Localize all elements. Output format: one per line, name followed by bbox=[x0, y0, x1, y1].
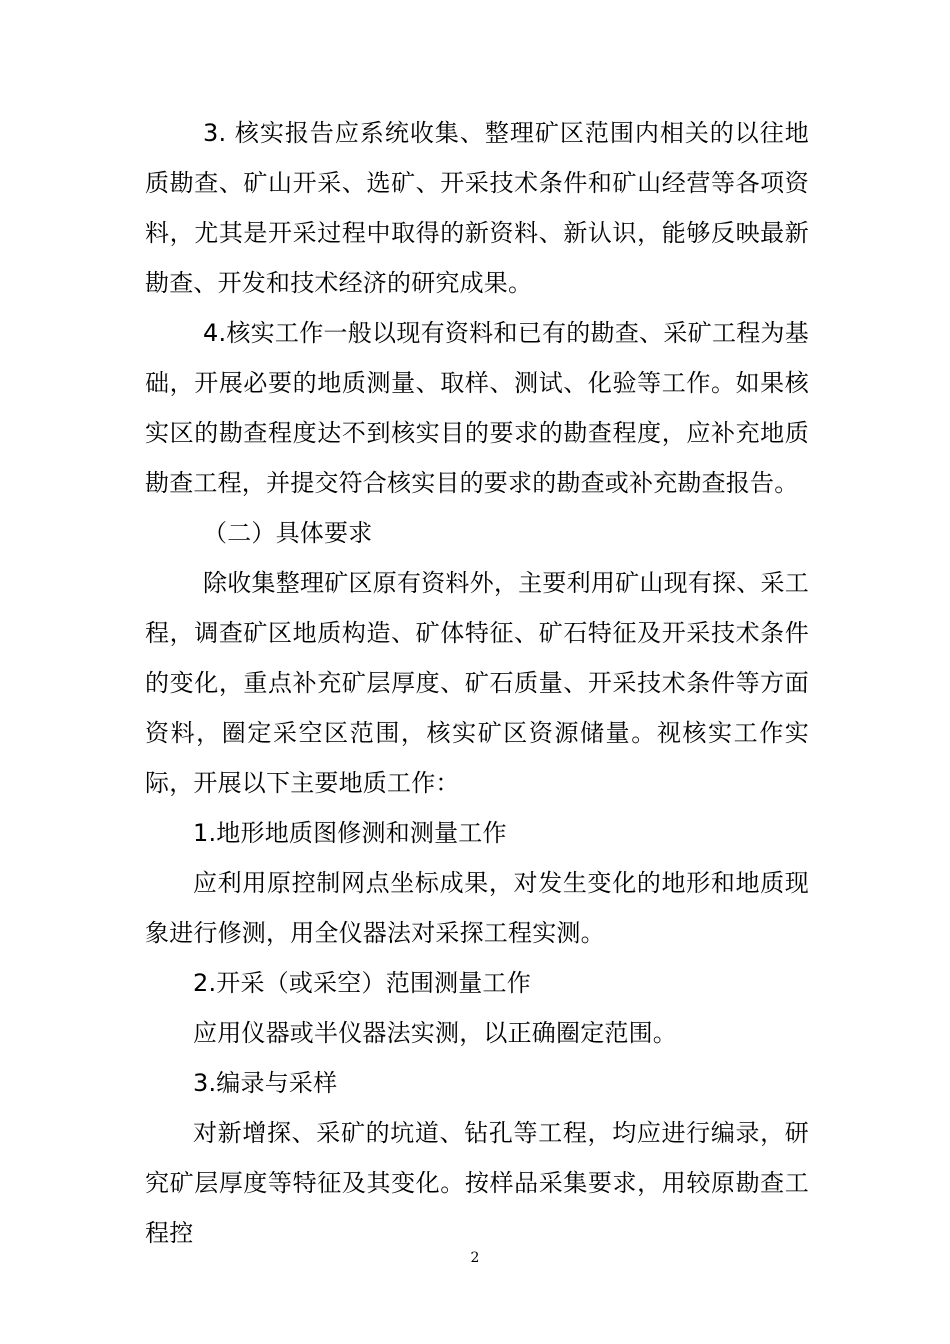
paragraph-main-geological-work: 除收集整理矿区原有资料外，主要利用矿山现有探、采工程，调查矿区地质构造、矿体特征、矿石特征及开采技术条件的变化，重点补充矿层厚度、矿石质量、开采技术条件等方面资料，圈定采空区范围，核实矿区资源储量。视核实工作实际，开展以下主要地质工作： bbox=[145, 569, 809, 797]
paragraph-logging-sampling: 对新增探、采矿的坑道、钻孔等工程，均应进行编录，研究矿层厚度等特征及其变化。按样品采集要求，用较原勘查工程控 bbox=[145, 1119, 809, 1247]
paragraph-verification-work: 4.核实工作一般以现有资料和已有的勘查、采矿工程为基础，开展必要的地质测量、取样、测试、化验等工作。如果核实区的勘查程度达不到核实目的要求的勘查程度，应补充地质勘查工程，并提交符合核实目的要求的勘查或补充勘查报告。 bbox=[145, 319, 809, 497]
section-heading-specific-requirements: （二）具体要求 bbox=[203, 519, 373, 547]
paragraph-topographic-survey: 应利用原控制网点坐标成果，对发生变化的地形和地质现象进行修测，用全仪器法对采探工程实测。 bbox=[145, 869, 809, 947]
subheading-mining-range-survey: 2.开采（或采空）范围测量工作 bbox=[193, 969, 531, 997]
subheading-logging-sampling: 3.编录与采样 bbox=[193, 1069, 338, 1097]
page-number: 2 bbox=[470, 1250, 480, 1266]
paragraph-report-requirements: 3. 核实报告应系统收集、整理矿区范围内相关的以往地质勘查、矿山开采、选矿、开采技术条件和矿山经营等各项资料，尤其是开采过程中取得的新资料、新认识，能够反映最新勘查、开发和技术经济的研究成果。 bbox=[145, 119, 809, 297]
subheading-topographic-survey: 1.地形地质图修测和测量工作 bbox=[193, 819, 507, 847]
document-body bbox=[145, 108, 809, 1258]
paragraph-mining-range-survey: 应用仪器或半仪器法实测，以正确圈定范围。 bbox=[193, 1019, 677, 1047]
